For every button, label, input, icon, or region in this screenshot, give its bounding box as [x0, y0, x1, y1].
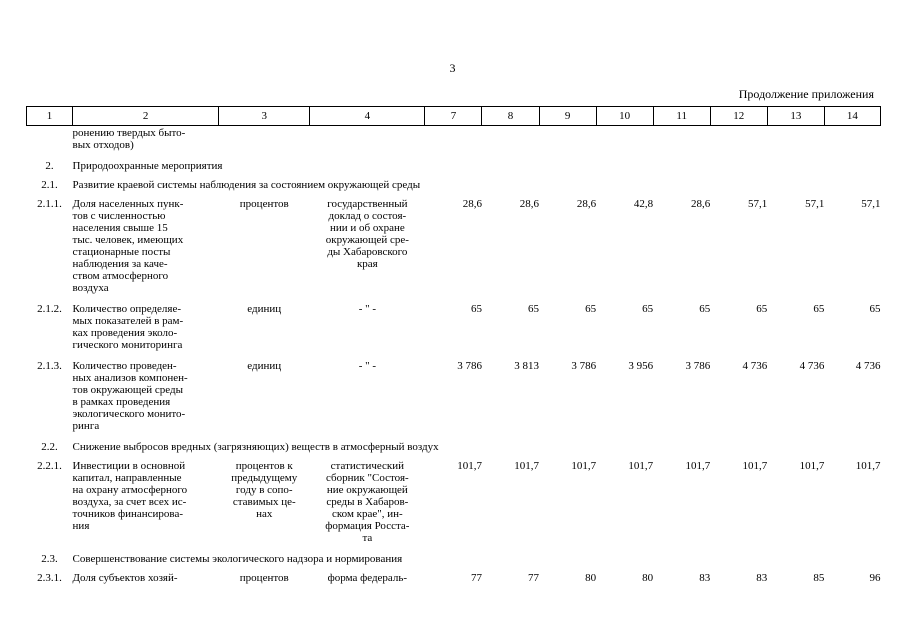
continuation-label: Продолжение приложения	[738, 87, 874, 101]
row-value: 28,6	[576, 198, 597, 210]
section-title: Совершенствование системы экологического надзора и нормирования	[72, 553, 403, 565]
section-row	[27, 438, 881, 457]
header-cell: 12	[710, 107, 767, 126]
row-source: - " -	[358, 303, 377, 315]
table-row	[27, 195, 881, 300]
row-value: 4 736	[742, 360, 768, 372]
carryover-text: ронению твердых быто- вых отходов)	[72, 127, 186, 151]
header-cell: 3	[219, 107, 310, 126]
row-value: 77	[528, 572, 540, 584]
row-number: 2.1.1.	[37, 198, 62, 210]
row-value: 4 736	[799, 360, 825, 372]
table-row	[27, 300, 881, 357]
indicators-table	[26, 106, 881, 590]
row-value: 83	[699, 572, 711, 584]
section-number: 2.	[45, 160, 54, 172]
header-cell: 1	[27, 107, 73, 126]
table-row	[27, 457, 881, 550]
row-number: 2.1.3.	[37, 360, 62, 372]
row-source: статистический сборник "Состоя- ние окружающей среды в Хабаров- ском крае", ин- формация Росста- та	[325, 460, 410, 544]
header-cell: 9	[539, 107, 596, 126]
row-source: государственный доклад о состоя- нии и об охране окружающей сре- ды Хабаровского края	[325, 198, 409, 270]
header-cell: 11	[653, 107, 710, 126]
row-value: 3 786	[571, 360, 597, 372]
header-cell: 2	[73, 107, 219, 126]
row-value: 101,7	[514, 460, 540, 472]
row-value: 96	[869, 572, 881, 584]
row-value: 101,7	[742, 460, 768, 472]
row-value: 65	[756, 303, 768, 315]
table-row	[27, 357, 881, 438]
row-value: 4 736	[855, 360, 881, 372]
row-value: 3 786	[685, 360, 711, 372]
row-value: 101,7	[457, 460, 482, 472]
row-value: 28,6	[519, 198, 540, 210]
row-value: 101,7	[628, 460, 654, 472]
table-row	[27, 569, 881, 590]
row-number: 2.2.1.	[37, 460, 62, 472]
row-value: 65	[528, 303, 540, 315]
row-value: 28,6	[690, 198, 711, 210]
row-value: 83	[756, 572, 768, 584]
row-source: - " -	[358, 360, 377, 372]
header-cell: 4	[310, 107, 425, 126]
section-number: 2.2.	[41, 441, 58, 453]
row-name: Количество определяе- мых показателей в рам- ках проведения эколо- гического мониторинга	[72, 303, 184, 351]
row-name: Доля населенных пунк- тов с численностью населения свыше 15 тыс. человек, имеющих стационарные посты наблюдения за каче- ством атмосферного воздуха	[72, 198, 184, 294]
section-row	[27, 157, 881, 176]
header-cell: 8	[482, 107, 539, 126]
carryover-row	[27, 126, 881, 158]
row-value: 65	[585, 303, 597, 315]
header-cell: 7	[425, 107, 482, 126]
row-name: Инвестиции в основной капитал, направленные на охрану атмосферного воздуха, за счет всех ис- точников финансирова- ния	[72, 460, 188, 532]
row-value: 42,8	[633, 198, 654, 210]
page-number: 3	[449, 61, 456, 75]
row-value: 3 786	[457, 360, 482, 372]
header-cell: 10	[596, 107, 653, 126]
row-number: 2.3.1.	[37, 572, 62, 584]
header-cell: 13	[767, 107, 824, 126]
row-unit: процентов к предыдущему году в сопо- ставимых це- нах	[231, 460, 298, 520]
row-source: форма федераль-	[327, 572, 408, 584]
row-value: 65	[813, 303, 825, 315]
section-title: Природоохранные мероприятия	[72, 160, 223, 172]
row-value: 101,7	[685, 460, 711, 472]
header-cell: 14	[824, 107, 880, 126]
row-value: 57,1	[748, 198, 768, 210]
row-value: 65	[699, 303, 711, 315]
section-number: 2.1.	[41, 179, 58, 191]
row-value: 57,1	[861, 198, 881, 210]
row-value: 101,7	[855, 460, 881, 472]
row-value: 3 813	[514, 360, 540, 372]
row-unit: единиц	[247, 360, 282, 372]
row-unit: процентов	[239, 198, 289, 210]
row-value: 80	[585, 572, 597, 584]
section-row	[27, 176, 881, 195]
section-row	[27, 550, 881, 569]
row-value: 85	[813, 572, 825, 584]
section-title: Снижение выбросов вредных (загрязняющих) веществ в атмосферный воздух	[72, 441, 439, 453]
row-value: 3 956	[628, 360, 654, 372]
row-value: 101,7	[571, 460, 597, 472]
section-number: 2.3.	[41, 553, 58, 565]
row-value: 65	[642, 303, 654, 315]
row-value: 65	[470, 303, 482, 315]
row-name: Доля субъектов хозяй-	[72, 572, 178, 584]
row-value: 65	[869, 303, 881, 315]
section-title: Развитие краевой системы наблюдения за состоянием окружающей среды	[72, 179, 421, 191]
row-value: 101,7	[799, 460, 825, 472]
row-value: 77	[470, 572, 482, 584]
row-name: Количество проведен- ных анализов компонен- тов окружающей среды в рамках проведения экологического монито- ринга	[72, 360, 188, 432]
row-value: 28,6	[462, 198, 482, 210]
row-unit: единиц	[247, 303, 282, 315]
table-header-row	[27, 107, 881, 126]
row-number: 2.1.2.	[37, 303, 62, 315]
row-value: 80	[642, 572, 654, 584]
row-unit: процентов	[239, 572, 289, 584]
row-value: 57,1	[805, 198, 825, 210]
